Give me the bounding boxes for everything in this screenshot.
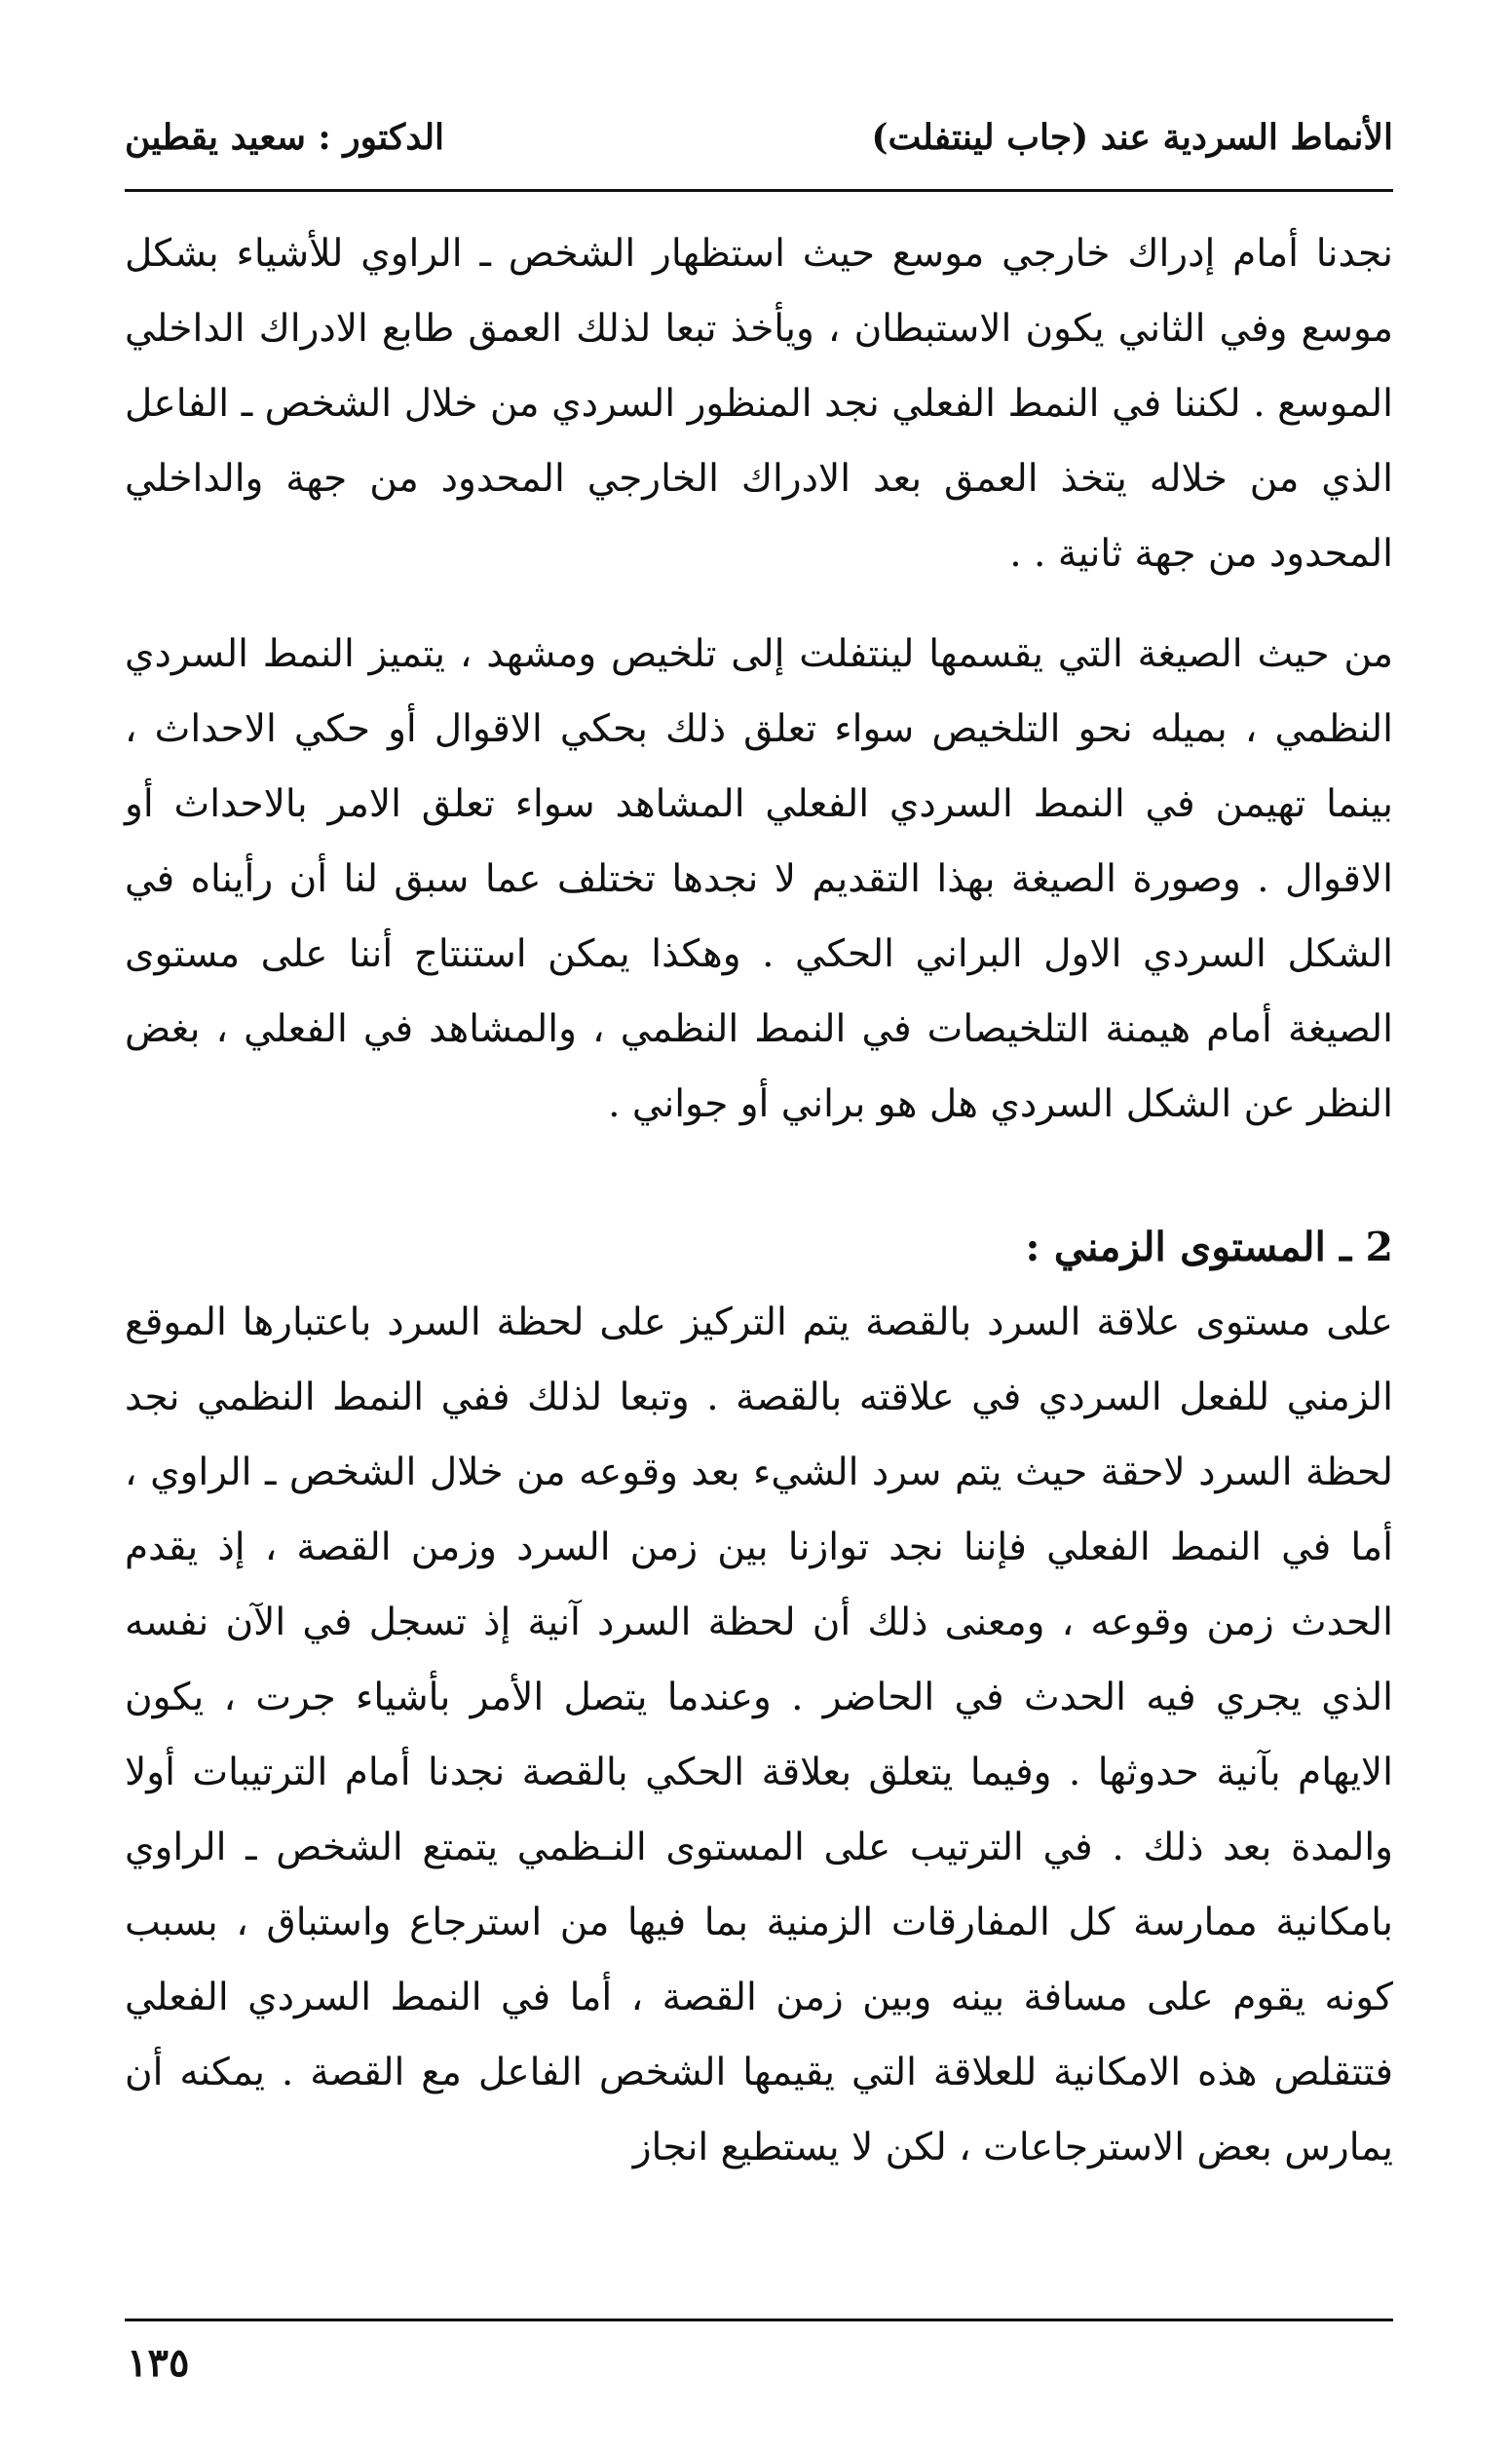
header-rule (125, 189, 1393, 192)
section-paragraph: على مستوى علاقة السرد بالقصة يتم التركيز على لحظة السرد باعتبارها الموقع الزمني للفعل السردي في علاقته بالقصة . وتبعا لذلك ففي النمط النظمي نجد لحظة السرد لاحقة حيث يتم سرد الشيء بعد وقوعه من خلال الشخص ـ الراوي ، أما في النمط الفعلي فإننا نجد توازنا بين زمن السرد وزمن القصة ، إذ يقدم الحدث زمن وقوعه ، ومعنى ذلك أن لحظة السرد آنية إذ تسجل في الآن نفسه الذي يجري فيه الحدث في الحاضر . وعندما يتصل الأمر بأشياء جرت ، يكون الايهام بآنية حدوثها . وفيما يتعلق بعلاقة الحكي بالقصة نجدنا أمام الترتيبات أولا والمدة بعد ذلك . في الترتيب على المستوى النـظمي يتمتع الشخص ـ الراوي بامكانية ممارسة كل المفارقات الزمنية بما فيها من استرجاع واستباق ، بسبب كونه يقوم على مسافة بينه وبين زمن القصة ، أما في النمط السردي الفعلي فتتقلص هذه الامكانية للعلاقة التي يقيمها الشخص الفاعل مع القصة . يمكنه أن يمارس بعض الاسترجاعات ، لكن لا يستطيع انجاز (125, 1301, 1393, 2169)
author-name: الدكتور : سعيد يقطين (125, 117, 445, 158)
page-number: ١٣٥ (127, 2340, 190, 2386)
body-text (125, 216, 1393, 2185)
book-title: الأنماط السردية عند (جاب لينتفلت) (871, 117, 1393, 158)
running-header (125, 117, 1393, 158)
footer-rule (125, 2319, 1393, 2321)
section-heading: 2 ـ المستوى الزمني : (1025, 1224, 1393, 1270)
paragraph: من حيث الصيغة التي يقسمها لينتفلت إلى تلخيص ومشهد ، يتميز النمط السردي النظمي ، بميله نحو التلخيص سواء تعلق ذلك بحكي الاقوال أو حكي الاحداث ، بينما تهيمن في النمط السردي الفعلي المشاهد سواء تعلق الامر بالاحداث أو الاقوال . وصورة الصيغة بهذا التقديم لا نجدها تختلف عما سبق لنا أن رأيناه في الشكل السردي الاول البراني الحكي . وهكذا يمكن استنتاج أننا على مستوى الصيغة أمام هيمنة التلخيصات في النمط النظمي ، والمشاهد في الفعلي ، بغض النظر عن الشكل السردي هل هو براني أو جواني . (125, 632, 1393, 1126)
paragraph: نجدنا أمام إدراك خارجي موسع حيث استظهار الشخص ـ الراوي للأشياء بشكل موسع وفي الثاني يكون الاستبطان ، ويأخذ تبعا لذلك العمق طابع الادراك الداخلي الموسع . لكننا في النمط الفعلي نجد المنظور السردي من خلال الشخص ـ الفاعل الذي من خلاله يتخذ العمق بعد الادراك الخارجي المحدود من جهة والداخلي المحدود من جهة ثانية . . (125, 232, 1393, 576)
